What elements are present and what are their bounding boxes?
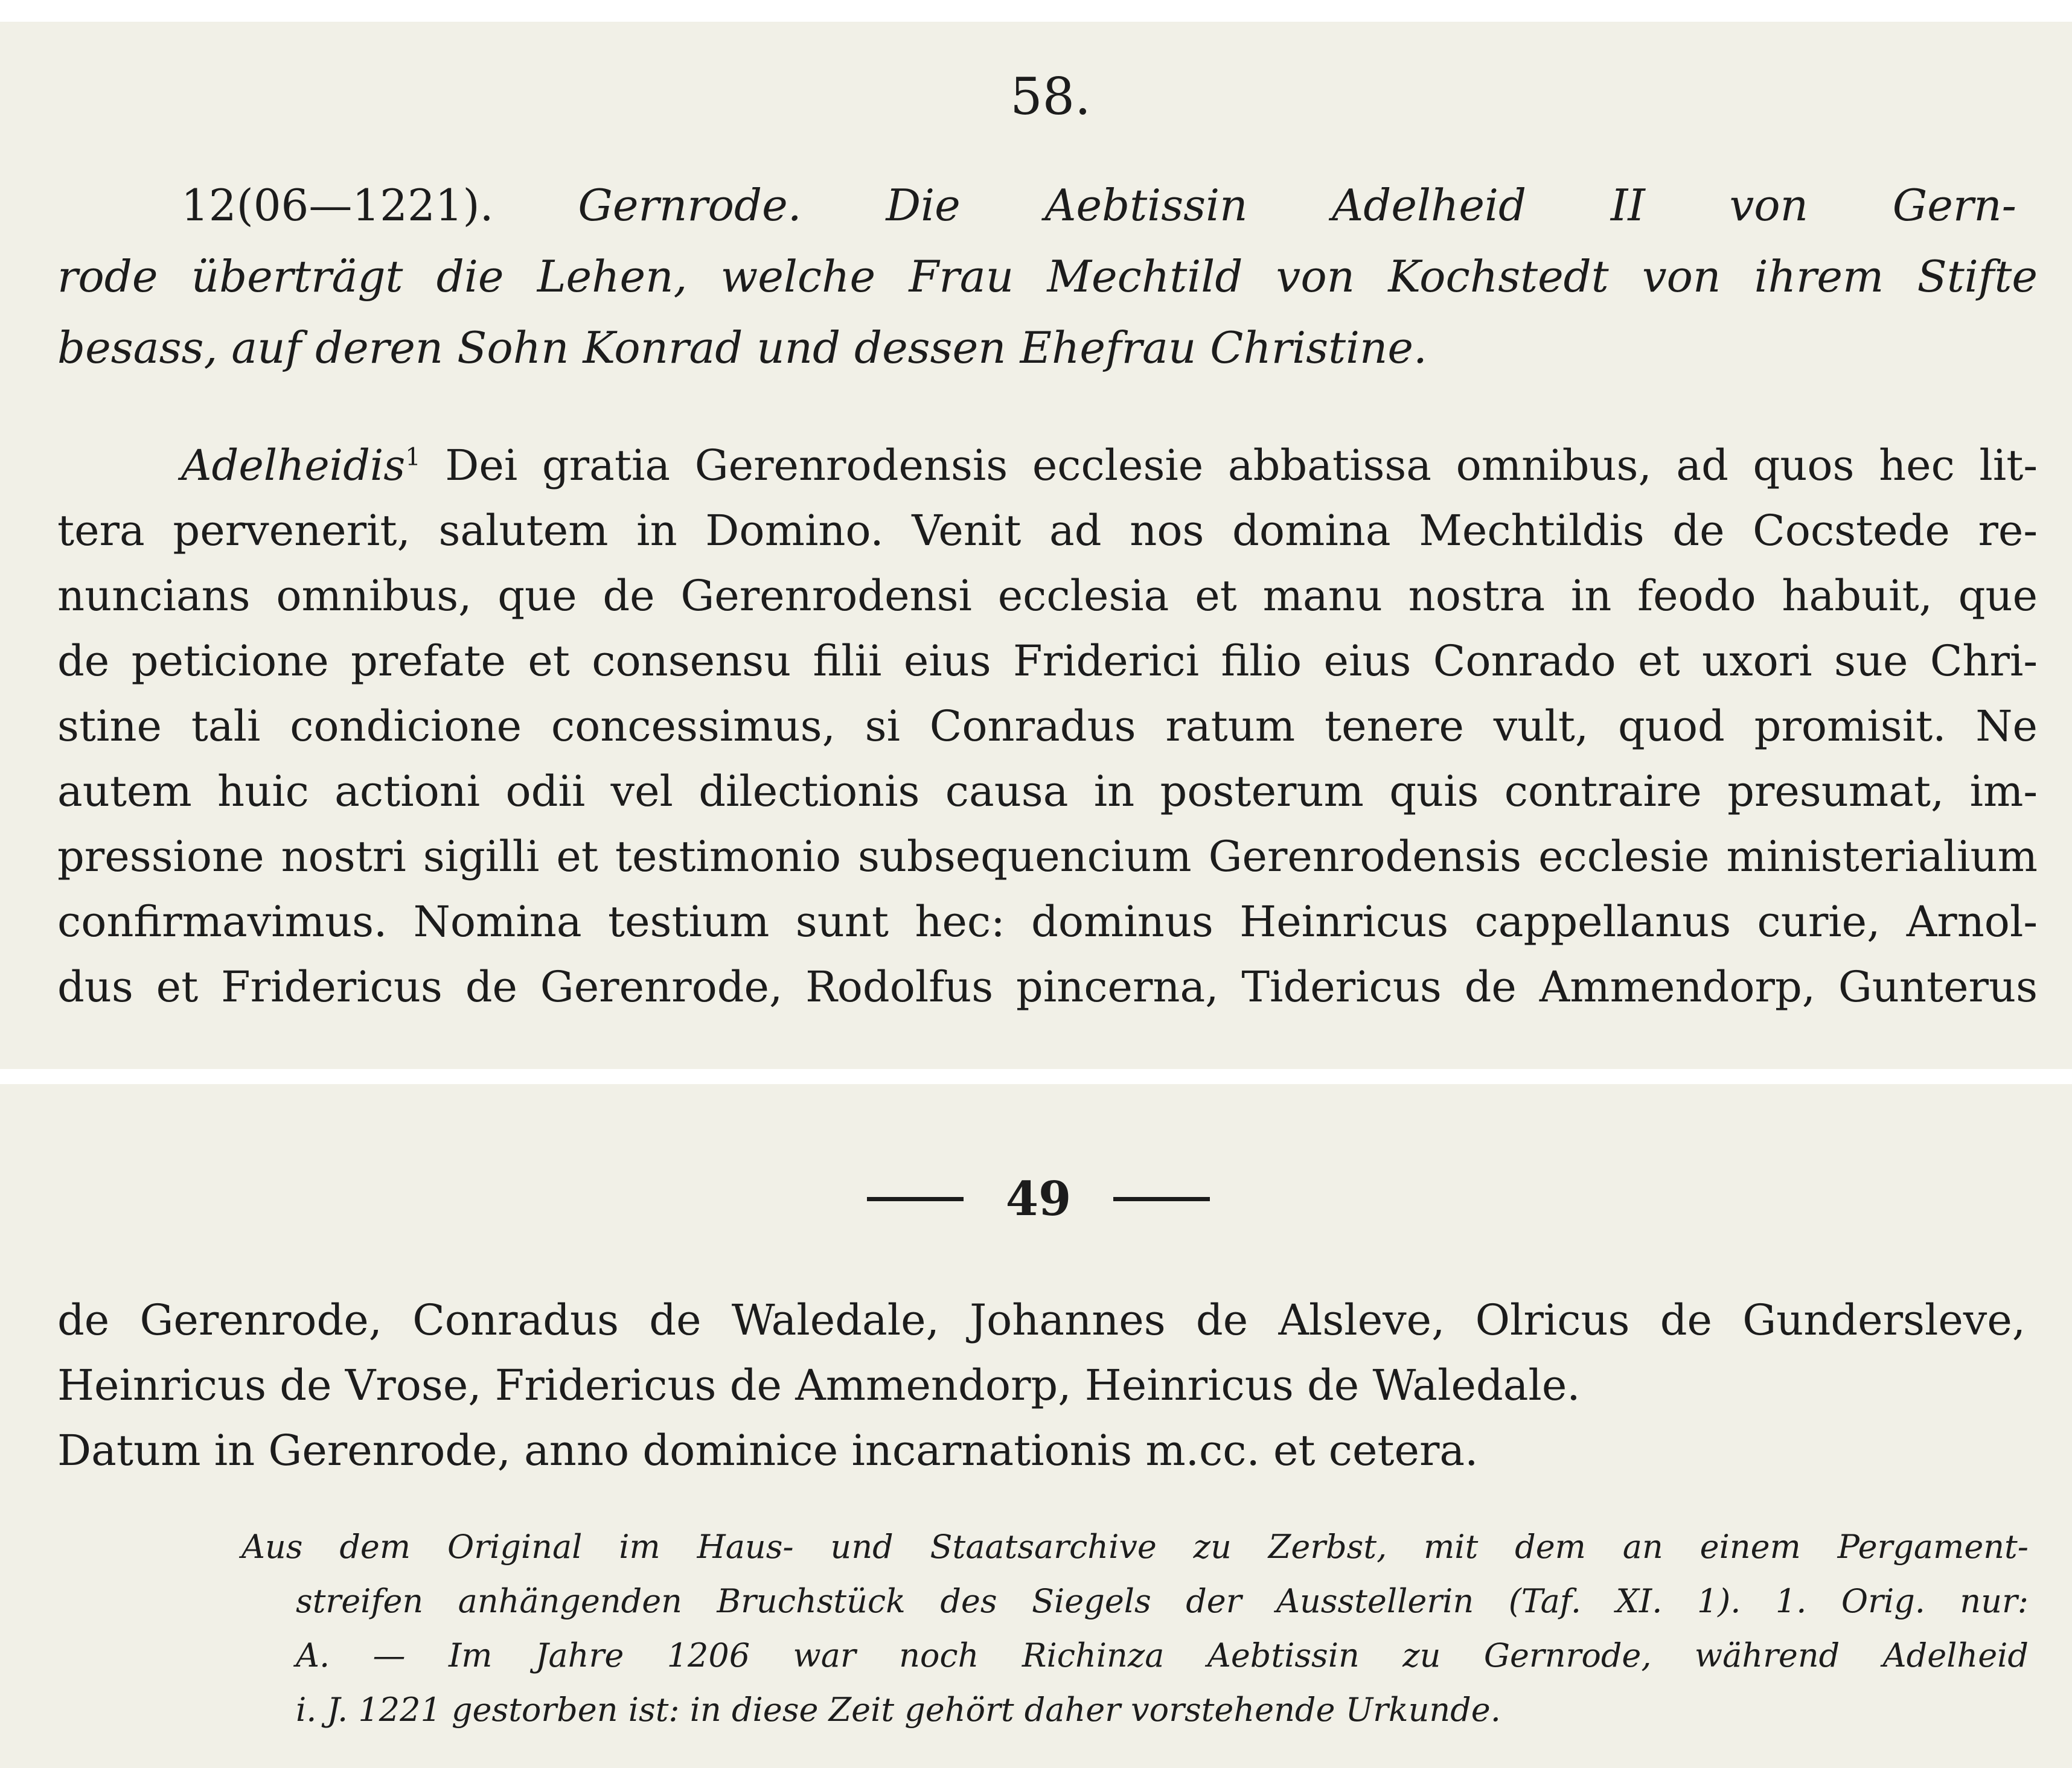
heading-text: Gernrode. Die Aebtissin Adelheid II von Gern- [578, 180, 2016, 231]
source-note-line: i. J. 1221 gestorben ist: in diese Zeit gehört daher vorstehende Urkunde. [296, 1691, 1501, 1729]
charter-line: Heinricus de Vrose, Fridericus de Ammendorp, Heinricus de Waledale. [57, 1361, 1581, 1410]
charter-line: confirmavimus. Nomina testium sunt hec: dominus Heinricus cappellanus curie, Arnol- [57, 897, 2038, 946]
charter-line: autem huic actioni odii vel dilectionis causa in posterum quis contraire presumat, im- [57, 767, 2038, 816]
charter-line: stine tali condicione concessimus, si Conradus ratum tenere vult, quod promisit. Ne [57, 701, 2038, 751]
heading-line-1 [181, 180, 2016, 231]
page-number: 58. [1010, 67, 1091, 126]
page-number-marker [821, 1169, 1256, 1229]
charter-line: nuncians omnibus, que de Gerenrodensi ecclesia et manu nostra in feodo habuit, que [57, 571, 2038, 621]
charter-line: Datum in Gerenrode, anno dominice incarnationis m.cc. et cetera. [57, 1426, 1479, 1475]
charter-line: de Gerenrode, Conradus de Waledale, Johannes de Alsleve, Olricus de Gundersleve, [57, 1295, 2026, 1345]
heading-line-3: besass, auf deren Sohn Konrad und dessen Ehefrau Christine. [57, 322, 1427, 373]
charter-line: pressione nostri sigilli et testimonio subsequencium Gerenrodensis ecclesie ministerialium [57, 832, 2038, 881]
charter-line-1 [181, 441, 2038, 490]
source-note-line: streifen anhängenden Bruchstück des Siegels der Ausstellerin (Taf. XI. 1). 1. Orig. nur: [296, 1582, 2029, 1620]
charter-line: tera pervenerit, salutem in Domino. Venit ad nos domina Mechtildis de Cocstede re- [57, 506, 2038, 555]
page-number: 49 [1005, 1171, 1072, 1227]
source-note-line: Aus dem Original im Haus- und Staatsarchive zu Zerbst, mit dem an einem Pergament- [241, 1528, 2029, 1566]
charter-first-word: Adelheidis [181, 441, 406, 490]
charter-line: de peticione prefate et consensu filii eius Friderici filio eius Conrado et uxori sue Chri- [57, 636, 2038, 686]
dash-left [867, 1197, 964, 1201]
document-page-lower [0, 1084, 2072, 1768]
dash-right [1113, 1197, 1210, 1201]
charter-first-line-rest: Dei gratia Gerenrodensis ecclesie abbatissa omnibus, ad quos hec lit- [445, 441, 2038, 490]
charter-line: dus et Fridericus de Gerenrode, Rodolfus pincerna, Tidericus de Ammendorp, Gunterus [57, 962, 2038, 1012]
heading-line-2: rode überträgt die Lehen, welche Frau Mechtild von Kochstedt von ihrem Stifte [57, 251, 2038, 302]
document-page-upper [0, 22, 2072, 1069]
footnote-mark: 1 [405, 443, 421, 471]
source-note-line: A. — Im Jahre 1206 war noch Richinza Aebtissin zu Gernrode, während Adelheid [296, 1636, 2029, 1674]
heading-date: 12(06—1221). [181, 180, 494, 231]
